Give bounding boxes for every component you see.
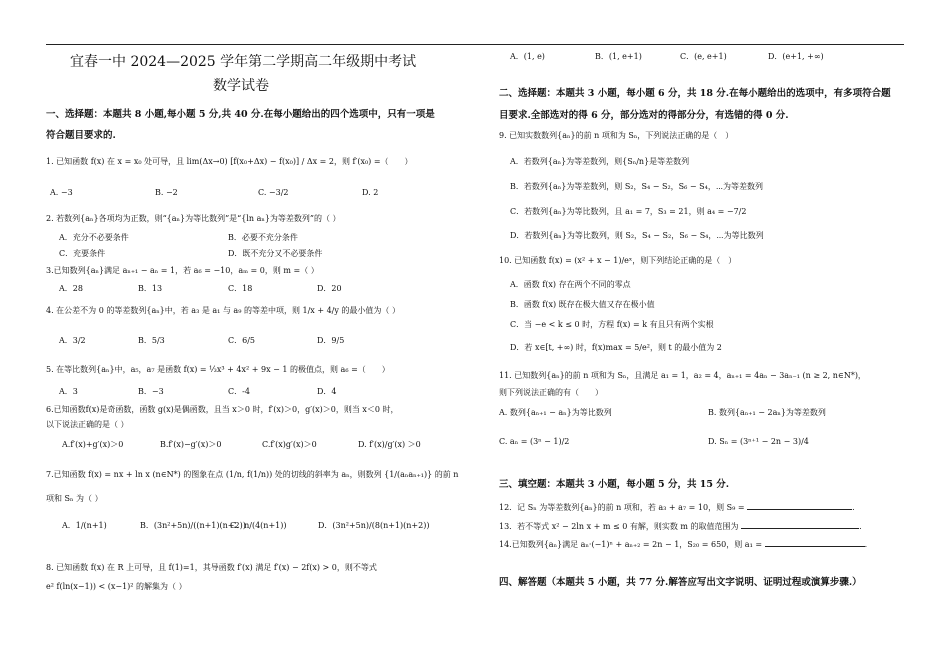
q7-option-b: B．(3n²+5n)/((n+1)(n+2)) bbox=[140, 521, 246, 530]
q10-option-a: A．函数 f(x) 存在两个不同的零点 bbox=[510, 280, 631, 289]
q4-stem: 4. 在公差不为 0 的等差数列{aₙ}中，若 a₃ 是 a₁ 与 a₉ 的等差中项，则 1/x + 4/y 的最小值为（ ） bbox=[46, 306, 400, 315]
q9-option-c: C．若数列{aₙ}为等比数列，且 a₁ = 7，S₃ = 21，则 a₄ = −7/2 bbox=[510, 207, 747, 216]
section-2-heading-cont: 目要求.全部选对的得 6 分，部分选对的得部分分，有选错的得 0 分. bbox=[499, 110, 789, 121]
q6-option-b: B.f′(x)−g′(x)＞0 bbox=[160, 440, 222, 449]
section-1-heading: 一、选择题：本题共 8 小题,每小题 5 分,共 40 分.在每小题给出的四个选项中，只有一项是 bbox=[46, 109, 435, 120]
q3-stem: 3.已知数列{aₙ}满足 aₙ₊₁ − aₙ = 1，若 a₆ = −10，aₘ = 0，则 m =（ ） bbox=[46, 266, 319, 275]
q9-stem: 9. 已知实数数列{aₙ}的前 n 项和为 Sₙ，下列说法正确的是（ ） bbox=[499, 131, 734, 140]
q7-stem: 7.已知函数 f(x) = nx + ln x (n∈N*) 的图象在点 (1/n, f(1/n)) 处的切线的斜率为 aₙ，则数列 {1/(aₙaₙ₊₁)} 的前 n bbox=[46, 470, 459, 479]
q2-option-c: C．充要条件 bbox=[59, 249, 106, 258]
q7-stem-cont: 项和 Sₙ 为（ ） bbox=[46, 494, 103, 503]
q10-option-b: B．函数 f(x) 既存在极大值又存在极小值 bbox=[510, 300, 655, 309]
q3-option-c: C．18 bbox=[228, 284, 253, 293]
q11-stem-cont: 则下列说法正确的有（ ） bbox=[499, 388, 603, 397]
q12-answer-blank[interactable] bbox=[747, 502, 852, 510]
q14-answer-blank[interactable] bbox=[765, 539, 865, 547]
q4-option-a: A．3/2 bbox=[59, 336, 86, 345]
q12-line: 12．记 Sₙ 为等差数列{aₙ}的前 n 项和，若 a₃ + a₇ = 10，则 S₉ = . bbox=[499, 503, 855, 512]
q5-option-d: D．4 bbox=[317, 387, 337, 396]
q9-option-a: A．若数列{aₙ}为等差数列，则{Sₙ/n}是等差数列 bbox=[510, 157, 690, 166]
q4-option-c: C．6/5 bbox=[228, 336, 255, 345]
q7-option-c: C．n/(4(n+1)) bbox=[230, 521, 287, 530]
q1-option-b: B. −2 bbox=[155, 188, 178, 197]
q12-stem: 12．记 Sₙ 为等差数列{aₙ}的前 n 项和，若 a₃ + a₇ = 10，则 S₉ = bbox=[499, 503, 748, 512]
q13-answer-blank[interactable] bbox=[741, 521, 859, 529]
q6-option-a: A.f′(x)+g′(x)＞0 bbox=[62, 440, 124, 449]
q13-line: 13．若不等式 x² − 2ln x + m ≤ 0 有解，则实数 m 的取值范围为 . bbox=[499, 522, 862, 531]
q11-option-a: A. 数列{aₙ₊₁ − aₙ}为等比数列 bbox=[499, 408, 612, 417]
q10-option-d: D．若 x∈[t, +∞) 时，f(x)max = 5/e²，则 t 的最小值为 2 bbox=[510, 343, 722, 352]
top-rule bbox=[46, 44, 904, 45]
q11-option-b: B. 数列{aₙ₊₁ − 2aₙ}为等差数列 bbox=[708, 408, 826, 417]
section-4-heading: 四、解答题（本题共 5 小题，共 77 分.解答应写出文字说明、证明过程或演算步骤.） bbox=[499, 577, 862, 588]
q5-option-c: C．-4 bbox=[228, 387, 250, 396]
q14-line: 14.已知数列{aₙ}满足 aₙ·(−1)ⁿ + aₙ₊₂ = 2n − 1，S₂₀ = 650，则 a₁ = . bbox=[499, 540, 868, 549]
q13-stem: 13．若不等式 x² − 2ln x + m ≤ 0 有解，则实数 m 的取值范围为 bbox=[499, 522, 742, 531]
q10-option-c: C．当 −e < k ≤ 0 时，方程 f(x) = k 有且只有两个实根 bbox=[510, 320, 714, 329]
q2-stem: 2. 若数列{aₙ}各项均为正数，则“{aₙ}为等比数列”是“{ln aₙ}为等差数列”的（ ） bbox=[46, 214, 341, 223]
q5-option-b: B．−3 bbox=[138, 387, 164, 396]
q2-option-b: B．必要不充分条件 bbox=[228, 233, 298, 242]
q4-option-d: D．9/5 bbox=[317, 336, 345, 345]
q1-option-c: C. −3/2 bbox=[258, 188, 289, 197]
section-2-heading: 二、选择题：本题共 3 小题，每小题 6 分，共 18 分.在每小题给出的选项中，有多项符合题 bbox=[499, 88, 891, 99]
q6-option-d: D. f′(x)/g′(x) ＞0 bbox=[358, 440, 421, 449]
q8-stem: 8. 已知函数 f(x) 在 R 上可导，且 f(1)=1，其导函数 f′(x) 满足 f′(x) − 2f(x) > 0，则不等式 bbox=[46, 563, 377, 572]
q6-stem-cont: 以下说法正确的是（ ） bbox=[46, 420, 129, 429]
q8-option-a: A．(1, e) bbox=[510, 52, 545, 61]
q4-option-b: B．5/3 bbox=[138, 336, 165, 345]
q1-stem: 1. 已知函数 f(x) 在 x = x₀ 处可导，且 lim(Δx→0) [f(x₀+Δx) − f(x₀)] / Δx = 2，则 f′(x₀) =（ ） bbox=[46, 157, 413, 166]
section-1-heading-cont: 符合题目要求的. bbox=[46, 130, 116, 141]
q5-option-a: A．3 bbox=[59, 387, 78, 396]
q7-option-a: A．1/(n+1) bbox=[62, 521, 107, 530]
q11-stem: 11. 已知数列{aₙ}的前 n 项和为 Sₙ，且满足 a₁ = 1，a₂ = 4，aₙ₊₁ = 4aₙ − 3aₙ₋₁ (n ≥ 2, n∈N*)， bbox=[499, 371, 866, 380]
q1-option-a: A. −3 bbox=[50, 188, 73, 197]
exam-subtitle: 数学试卷 bbox=[213, 78, 269, 94]
q6-option-c: C.f′(x)g′(x)＞0 bbox=[262, 440, 317, 449]
q8-stem-cont: e² f(ln(x−1)) < (x−1)² 的解集为（ ） bbox=[46, 582, 187, 591]
q3-option-a: A．28 bbox=[59, 284, 83, 293]
q2-option-a: A．充分不必要条件 bbox=[59, 233, 129, 242]
exam-title: 宜春一中 2024—2025 学年第二学期高二年级期中考试 bbox=[70, 54, 417, 70]
q7-option-d: D．(3n²+5n)/(8(n+1)(n+2)) bbox=[318, 521, 430, 530]
section-3-heading: 三、填空题：本题共 3 小题，每小题 5 分，共 15 分. bbox=[499, 479, 730, 490]
q2-option-d: D．既不充分又不必要条件 bbox=[228, 249, 323, 258]
q6-stem: 6.已知函数f(x)是奇函数，函数 g(x)是偶函数，且当 x＞0 时，f′(x)＞0，g′(x)＞0，则当 x＜0 时， bbox=[46, 405, 399, 414]
q1-option-d: D. 2 bbox=[362, 188, 379, 197]
q5-stem: 5. 在等比数列{aₙ}中，a₅，a₇ 是函数 f(x) = ⅓x³ + 4x² + 9x − 1 的极值点，则 a₆ =（ ） bbox=[46, 365, 390, 374]
q14-stem: 14.已知数列{aₙ}满足 aₙ·(−1)ⁿ + aₙ₊₂ = 2n − 1，S₂₀ = 650，则 a₁ = bbox=[499, 540, 765, 549]
q9-option-b: B．若数列{aₙ}为等差数列，则 S₂，S₄ − S₂，S₆ − S₄，⋯为等差数列 bbox=[510, 182, 764, 191]
q10-stem: 10. 已知函数 f(x) = (x² + x − 1)/eˣ，则下列结论正确的是（ ） bbox=[499, 256, 737, 265]
q8-option-d: D．(e+1, +∞) bbox=[768, 52, 824, 61]
q9-option-d: D．若数列{aₙ}为等比数列，则 S₂，S₄ − S₂，S₆ − S₄，⋯为等比数列 bbox=[510, 231, 764, 240]
q11-option-d: D. Sₙ = (3ⁿ⁺¹ − 2n − 3)/4 bbox=[708, 437, 809, 446]
q8-option-b: B．(1, e+1) bbox=[595, 52, 642, 61]
q3-option-b: B．13 bbox=[138, 284, 163, 293]
q8-option-c: C．(e, e+1) bbox=[680, 52, 727, 61]
q11-option-c: C. aₙ = (3ⁿ − 1)/2 bbox=[499, 437, 570, 446]
q3-option-d: D．20 bbox=[317, 284, 342, 293]
